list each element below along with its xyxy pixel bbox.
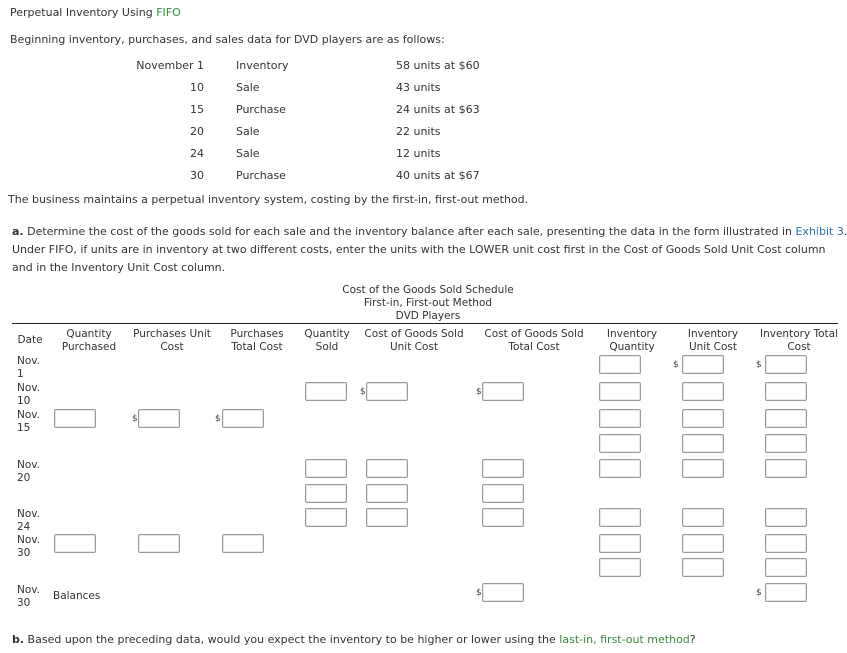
txn-detail: 40 units at $67 [396, 169, 480, 182]
balances-inventory-total-input[interactable] [765, 583, 807, 602]
nov24-qty-sold-input[interactable] [305, 508, 347, 527]
question-b-text: Based upon the preceding data, would you expect the inventory to be higher or lower using the [24, 633, 560, 646]
nov24-cogs-unit-cost-input[interactable] [366, 508, 408, 527]
nov30-inventory-qty-input-2[interactable] [599, 558, 641, 577]
nov10-qty-sold-input[interactable] [305, 382, 347, 401]
txn-type: Sale [236, 81, 260, 94]
txn-type: Purchase [236, 103, 286, 116]
dollar-sign: $ [360, 387, 366, 397]
question-b-label: b. [12, 633, 25, 646]
title-fifo: FIFO [156, 6, 181, 19]
nov24-cogs-total-cost-input[interactable] [482, 508, 524, 527]
page-title [10, 6, 181, 19]
intro-text: Beginning inventory, purchases, and sales data for DVD players are as follows: [10, 33, 445, 46]
txn-detail: 12 units [396, 147, 441, 160]
header-inventory-unit-cost: Inventory Unit Cost [687, 328, 739, 353]
nov30-inventory-total-cost-input-1[interactable] [765, 534, 807, 553]
nov30-inventory-qty-input-1[interactable] [599, 534, 641, 553]
header-cogs-unit-cost: Cost of Goods Sold Unit Cost [364, 328, 464, 353]
txn-detail: 58 units at $60 [396, 59, 480, 72]
row-label-nov-1: Nov. 1 [17, 355, 41, 380]
method-note: The business maintains a perpetual inventory system, costing by the first-in, first-out method. [8, 193, 529, 206]
nov24-inventory-qty-input[interactable] [599, 508, 641, 527]
nov20-inventory-unit-cost-input[interactable] [682, 459, 724, 478]
nov24-inventory-total-cost-input[interactable] [765, 508, 807, 527]
nov30-inventory-unit-cost-input-2[interactable] [682, 558, 724, 577]
nov30-purchases-unit-cost-input[interactable] [138, 534, 180, 553]
row-label-nov-30: Nov. 30 [17, 534, 41, 559]
schedule-title-3: DVD Players [395, 310, 461, 322]
dollar-sign: $ [215, 414, 221, 424]
balances-cogs-total-input[interactable] [482, 583, 524, 602]
dollar-sign: $ [756, 588, 762, 598]
header-inventory-total-cost: Inventory Total Cost [760, 328, 839, 353]
header-purchases-total-cost: Purchases Total Cost [230, 328, 284, 353]
nov20-inventory-total-cost-input[interactable] [765, 459, 807, 478]
nov10-inventory-unit-cost-input[interactable] [682, 382, 724, 401]
exhibit-3-link[interactable]: Exhibit 3 [795, 225, 844, 238]
nov15-inventory-total-cost-input-2[interactable] [765, 434, 807, 453]
question-b-end: ? [689, 633, 696, 646]
nov1-inventory-total-cost-input[interactable] [765, 355, 807, 374]
question-a-line3: and in the Inventory Unit Cost column. [12, 261, 226, 274]
row-label-nov-10: Nov. 10 [17, 382, 41, 407]
txn-date: 10 [190, 81, 204, 94]
question-a-end: . [843, 225, 847, 238]
txn-type: Inventory [236, 59, 289, 72]
nov20-cogs-total-cost-input-2[interactable] [482, 484, 524, 503]
row-label-balances: Nov. 30 [17, 584, 41, 609]
dollar-sign: $ [476, 387, 482, 397]
txn-date: November 1 [136, 59, 204, 72]
question-a-line2: Under FIFO, if units are in inventory at two different costs, enter the units with the LOWER unit cost first in the Cost of Goods Sold Unit Cost column [12, 243, 826, 256]
nov20-qty-sold-input-1[interactable] [305, 459, 347, 478]
txn-detail: 43 units [396, 81, 441, 94]
nov30-inventory-unit-cost-input-1[interactable] [682, 534, 724, 553]
header-date: Date [17, 334, 43, 346]
dollar-sign: $ [132, 414, 138, 424]
schedule-title-1: Cost of the Goods Sold Schedule [342, 284, 514, 296]
nov15-inventory-unit-cost-input-2[interactable] [682, 434, 724, 453]
nov10-inventory-total-cost-input[interactable] [765, 382, 807, 401]
nov10-inventory-qty-input[interactable] [599, 382, 641, 401]
nov24-inventory-unit-cost-input[interactable] [682, 508, 724, 527]
header-rule [12, 323, 838, 324]
title-prefix: Perpetual Inventory Using [10, 6, 157, 19]
nov15-qty-purchased-input[interactable] [54, 409, 96, 428]
txn-type: Sale [236, 147, 260, 160]
lifo-link[interactable]: last-in, first-out method [559, 633, 690, 646]
txn-detail: 22 units [396, 125, 441, 138]
txn-date: 24 [190, 147, 204, 160]
balances-label: Balances [53, 590, 101, 602]
nov15-inventory-unit-cost-input-1[interactable] [682, 409, 724, 428]
nov30-purchases-total-cost-input[interactable] [222, 534, 264, 553]
nov15-purchases-total-cost-input[interactable] [222, 409, 264, 428]
txn-type: Purchase [236, 169, 286, 182]
schedule-title-2: First-in, First-out Method [363, 297, 493, 309]
txn-date: 20 [190, 125, 204, 138]
question-a-label: a. [12, 225, 24, 238]
txn-date: 30 [190, 169, 204, 182]
nov15-inventory-qty-input-1[interactable] [599, 409, 641, 428]
question-a-text: Determine the cost of the goods sold for each sale and the inventory balance after each sale, presenting the data in the form illustrated in [23, 225, 796, 238]
row-label-nov-24: Nov. 24 [17, 508, 41, 533]
nov30-qty-purchased-input[interactable] [54, 534, 96, 553]
nov15-inventory-total-cost-input-1[interactable] [765, 409, 807, 428]
row-label-nov-20: Nov. 20 [17, 459, 41, 484]
dollar-sign: $ [756, 360, 762, 370]
nov20-cogs-unit-cost-input-1[interactable] [366, 459, 408, 478]
header-cogs-total-cost: Cost of Goods Sold Total Cost [484, 328, 584, 353]
txn-date: 15 [190, 103, 204, 116]
nov15-purchases-unit-cost-input[interactable] [138, 409, 180, 428]
txn-detail: 24 units at $63 [396, 103, 480, 116]
header-qty-purchased: Quantity Purchased [61, 328, 117, 353]
header-inventory-qty: Inventory Quantity [606, 328, 658, 353]
nov1-inventory-unit-cost-input[interactable] [682, 355, 724, 374]
schedule-title [328, 284, 528, 323]
nov15-inventory-qty-input-2[interactable] [599, 434, 641, 453]
dollar-sign: $ [673, 360, 679, 370]
row-label-nov-15: Nov. 15 [17, 409, 41, 434]
txn-type: Sale [236, 125, 260, 138]
header-purchases-unit-cost: Purchases Unit Cost [133, 328, 211, 353]
dollar-sign: $ [476, 588, 482, 598]
question-b [12, 633, 696, 646]
question-a-line1 [12, 225, 847, 238]
nov20-cogs-unit-cost-input-2[interactable] [366, 484, 408, 503]
nov20-inventory-qty-input[interactable] [599, 459, 641, 478]
nov20-cogs-total-cost-input-1[interactable] [482, 459, 524, 478]
nov1-inventory-qty-input[interactable] [599, 355, 641, 374]
nov10-cogs-unit-cost-input[interactable] [366, 382, 408, 401]
header-qty-sold: Quantity Sold [304, 328, 350, 353]
nov20-qty-sold-input-2[interactable] [305, 484, 347, 503]
nov10-cogs-total-cost-input[interactable] [482, 382, 524, 401]
nov30-inventory-total-cost-input-2[interactable] [765, 558, 807, 577]
